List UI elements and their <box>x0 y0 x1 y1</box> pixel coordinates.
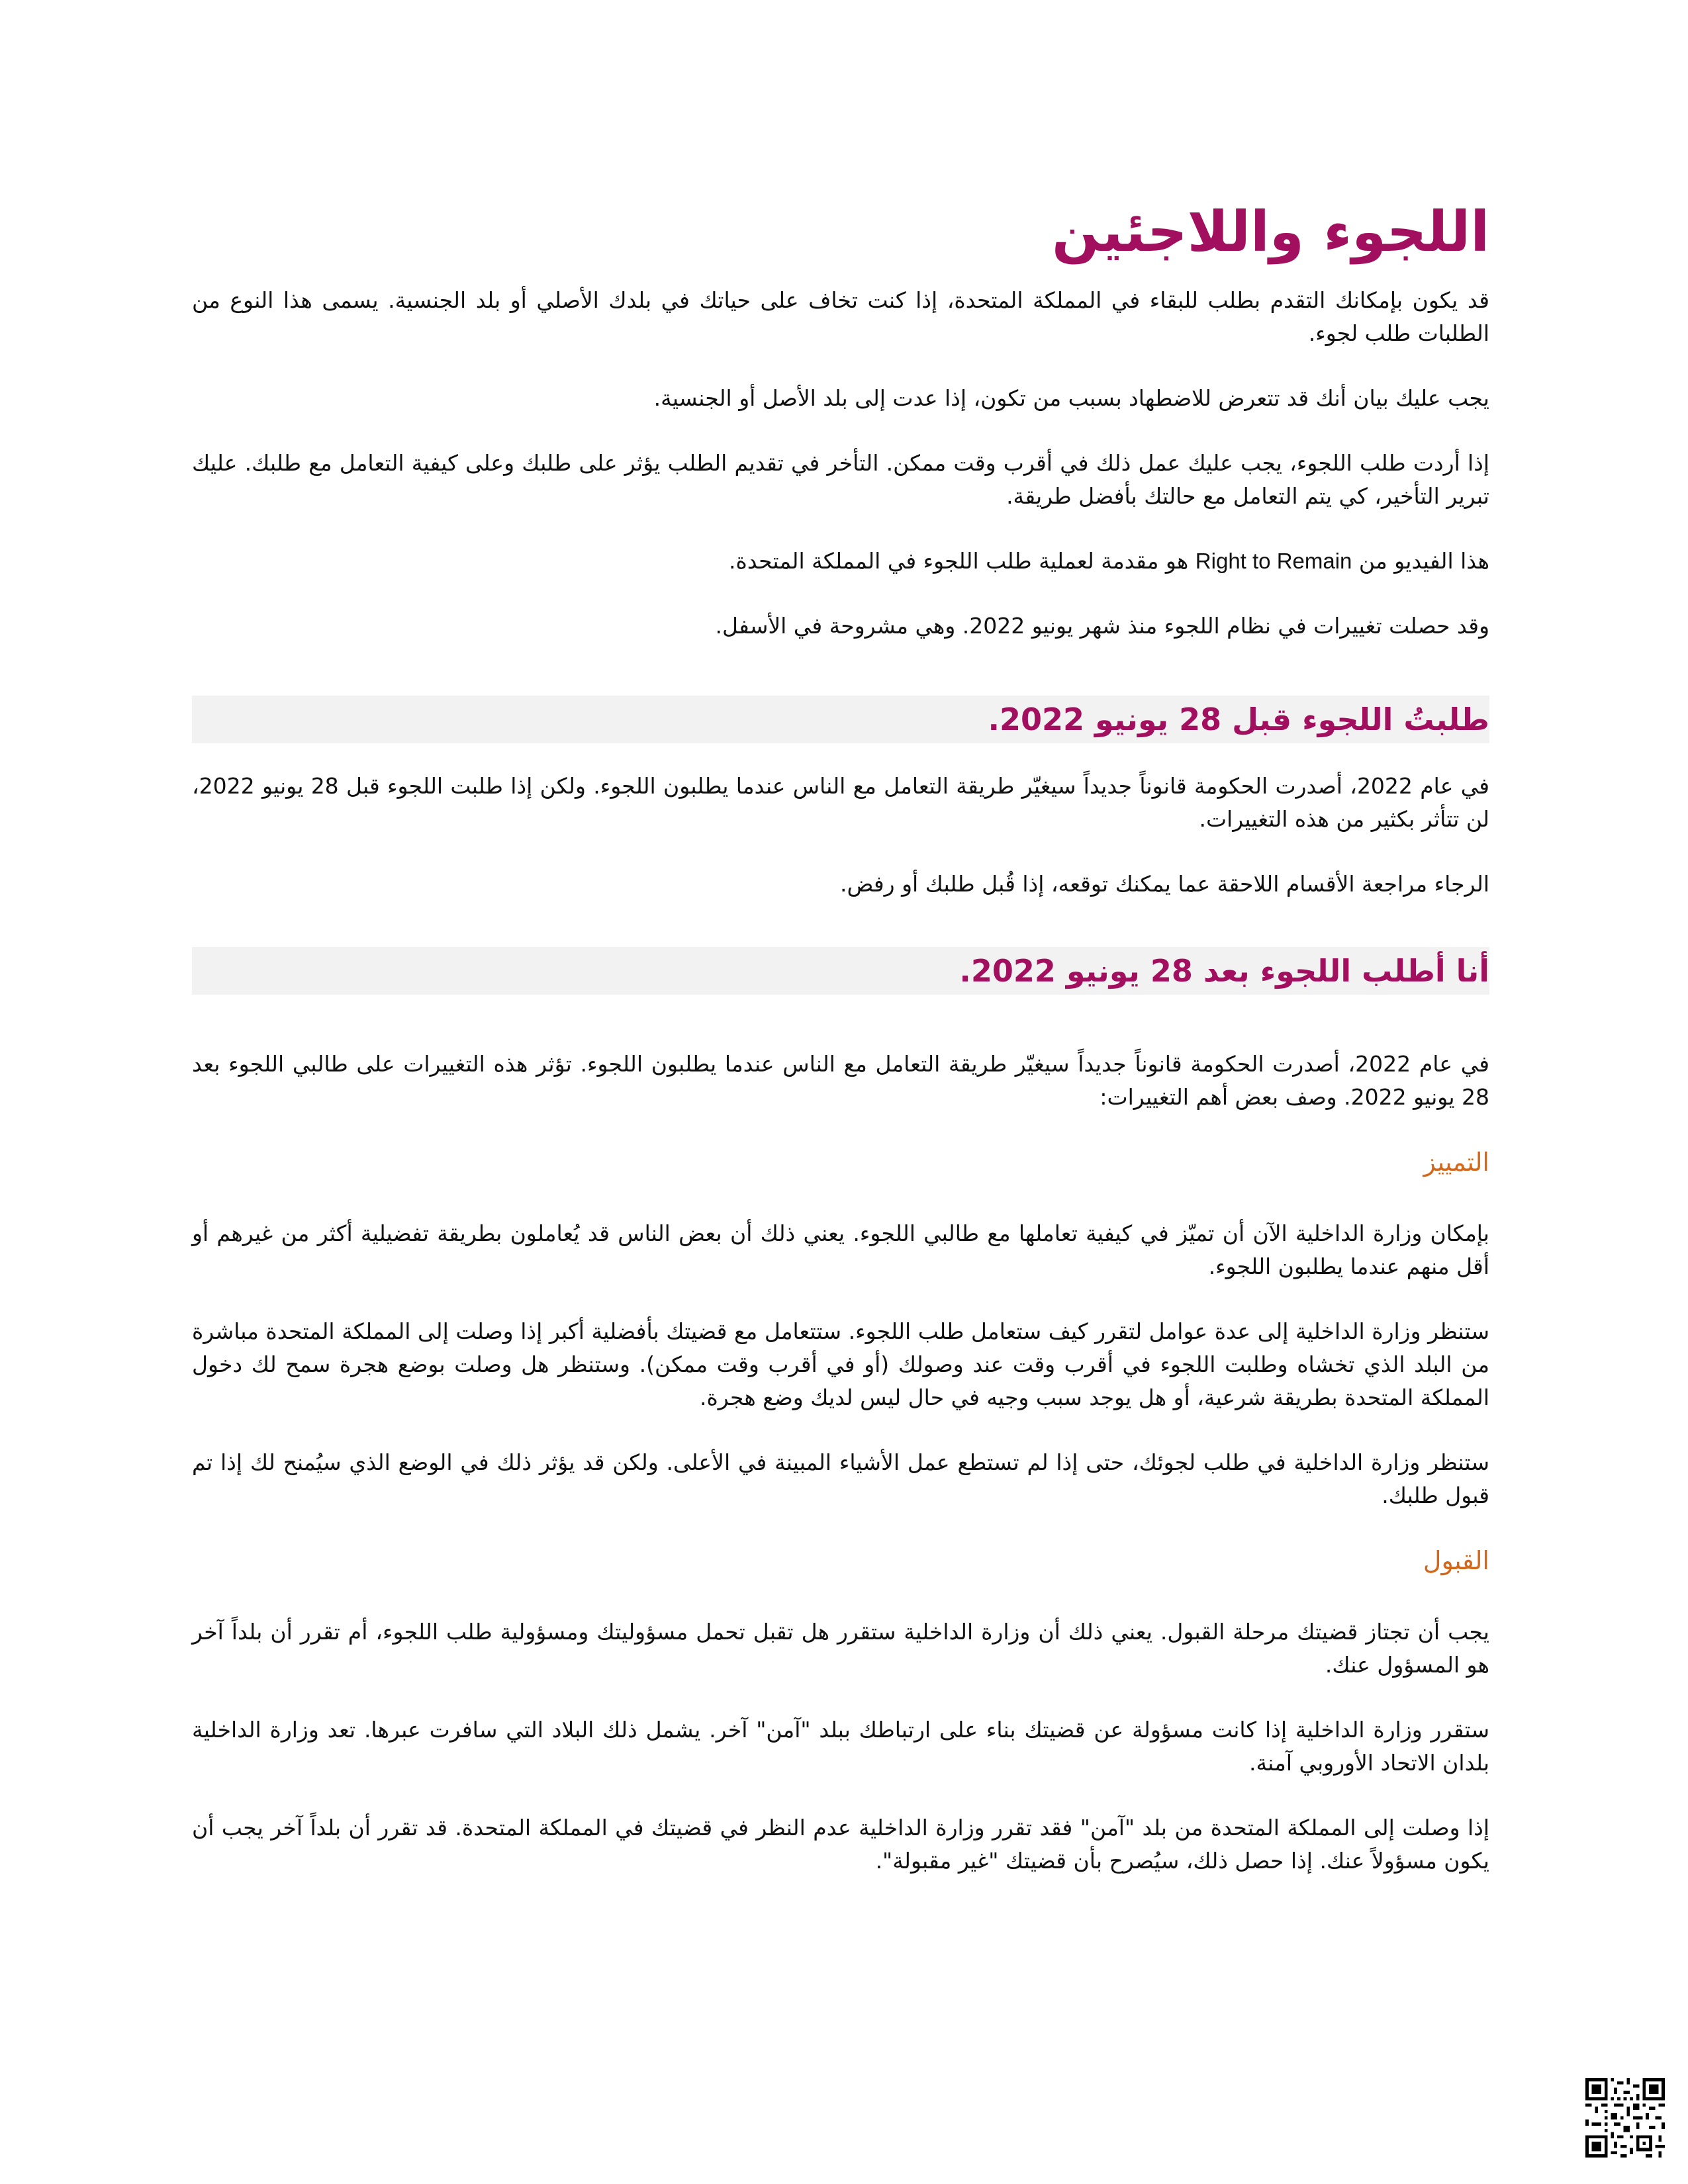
video-text-before: هذا الفيديو من <box>1352 547 1489 574</box>
admissibility-subheading: القبول <box>1423 1545 1489 1575</box>
intro-paragraph-3: إذا أردت طلب اللجوء، يجب عليك عمل ذلك في أقرب وقت ممكن. التأخر في تقديم الطلب يؤثر على طلبك وعلى كيفية التعامل مع طلبك. عليك تبرير التأخير، كي يتم التعامل مع حالتك بأفضل طريقة. <box>192 449 1489 509</box>
document-page <box>192 199 1489 1909</box>
page-title: اللجوء واللاجئين <box>1051 199 1489 264</box>
discrimination-paragraph-3: ستنظر وزارة الداخلية في طلب لجوئك، حتى إذا لم تستطع عمل الأشياء المبينة في الأعلى. ولكن قد يؤثر ذلك في الوضع الذي سيُمنح لك إذا تم قبول طلبك. <box>192 1449 1489 1508</box>
discrimination-subheading: التمييز <box>1423 1147 1489 1177</box>
section-2-heading: أنا أطلب اللجوء بعد 28 يونيو 2022. <box>959 952 1489 989</box>
admissibility-paragraph-1: يجب أن تجتاز قضيتك مرحلة القبول. يعني ذلك أن وزارة الداخلية ستقرر هل تقبل تحمل مسؤوليتك ومسؤولية طلب اللجوء، أم تقرر أن بلداً آخر هو المسؤول عنك. <box>192 1618 1489 1678</box>
spacer <box>192 1021 1489 1048</box>
intro-paragraph-2: يجب عليك بيان أنك قد تتعرض للاضطهاد بسبب من تكون، إذا عدت إلى بلد الأصل أو الجنسية. <box>653 385 1489 411</box>
section-1-heading-bar <box>192 696 1489 743</box>
video-text-after: هو مقدمة لعملية طلب اللجوء في المملكة المتحدة. <box>728 547 1196 574</box>
video-paragraph <box>192 545 1489 578</box>
section-1-paragraph-2: الرجاء مراجعة الأقسام اللاحقة عما يمكنك توقعه، إذا قُبل طلبك أو رفض. <box>839 870 1489 897</box>
changes-paragraph: وقد حصلت تغييرات في نظام اللجوء منذ شهر يونيو 2022. وهي مشروحة في الأسفل. <box>715 612 1489 639</box>
admissibility-paragraph-2: ستقرر وزارة الداخلية إذا كانت مسؤولة عن قضيتك بناء على ارتباطك ببلد "آمن" آخر. يشمل ذلك البلاد التي سافرت عبرها. تعد وزارة الداخلية بلدان الاتحاد الأوروبي آمنة. <box>192 1716 1489 1776</box>
intro-paragraph-1: قد يكون بإمكانك التقدم بطلب للبقاء في المملكة المتحدة، إذا كنت تخاف على حياتك في بلدك الأصلي أو بلد الجنسية. يسمى هذا النوع من الطلبات طلب لجوء. <box>192 287 1489 346</box>
section-2-heading-bar <box>192 947 1489 995</box>
section-2-intro: في عام 2022، أصدرت الحكومة قانوناً جديداً سيغيّر طريقة التعامل مع الناس عندما يطلبون اللجوء. تؤثر هذه التغييرات على طالبي اللجوء بعد 28 يونيو 2022. وصف بعض أهم التغييرات: <box>192 1050 1490 1110</box>
discrimination-paragraph-1: بإمكان وزارة الداخلية الآن أن تميّز في كيفية تعاملها مع طالبي اللجوء. يعني ذلك أن بعض الناس قد يُعاملون بطريقة تفضيلية أكثر من غيرهم أو أقل منهم عندما يطلبون اللجوء. <box>192 1220 1489 1279</box>
section-1-heading: طلبتُ اللجوء قبل 28 يونيو 2022. <box>988 701 1489 737</box>
discrimination-paragraph-2: ستنظر وزارة الداخلية إلى عدة عوامل لتقرر كيف ستعامل طلب اللجوء. ستتعامل مع قضيتك بأفضلية أكبر إذا وصلت إلى المملكة المتحدة مباشرة من البلد الذي تخشاه وطلبت اللجوء في أقرب وقت عند وصولك (أو في أقرب وقت ممكن). وستنظر هل وصلت بوضع هجرة سمح لك دخول المملكة المتحدة بطريقة شرعية، أو هل يوجد سبب وجيه في حال ليس لديك وضع هجرة. <box>192 1318 1489 1410</box>
section-1-paragraph-1: في عام 2022، أصدرت الحكومة قانوناً جديداً سيغيّر طريقة التعامل مع الناس عندما يطلبون اللجوء. ولكن إذا طلبت اللجوء قبل 28 يونيو 2022، لن تتأثر بكثير من هذه التغييرات. <box>192 772 1490 832</box>
right-to-remain-link[interactable]: Right to Remain <box>1195 548 1352 573</box>
qr-code-icon <box>1585 2078 1665 2158</box>
admissibility-paragraph-3: إذا وصلت إلى المملكة المتحدة من بلد "آمن" فقد تقرر وزارة الداخلية عدم النظر في قضيتك في المملكة المتحدة. قد تقرر أن بلداً آخر يجب أن يكون مسؤولاً عنك. إذا حصل ذلك، سيُصرح بأن قضيتك "غير مقبولة". <box>192 1814 1489 1874</box>
